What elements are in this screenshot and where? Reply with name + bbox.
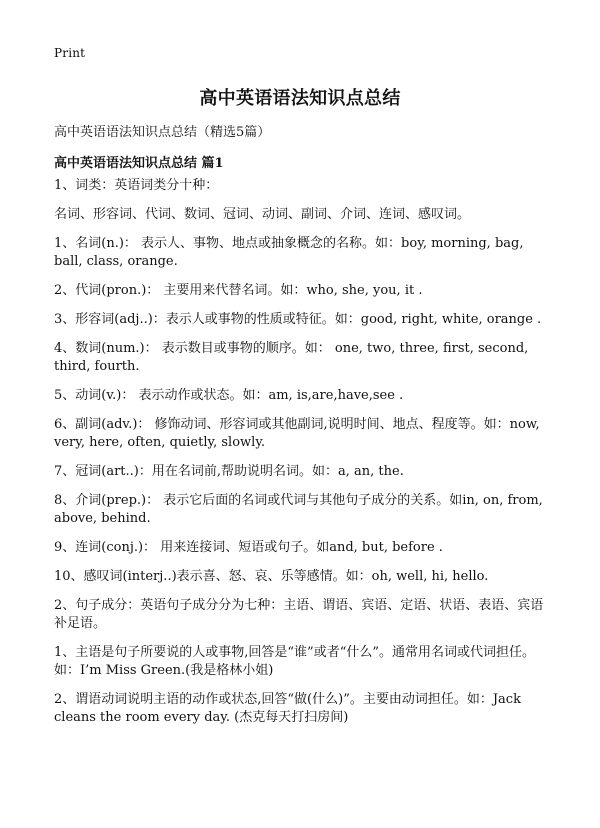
paragraph-14: 1、主语是句子所要说的人或事物,回答是“谁”或者“什么”。通常用名词或代词担任。如：I’m Miss Green.(我是格林小姐) [54, 645, 535, 678]
section-heading: 高中英语语法知识点总结 篇1 [54, 156, 224, 171]
paragraph-15: 2、谓语动词说明主语的动作或状态,回答“做(什么)”。主要由动词担任。如：Jack cleans the room every day. (杰克每天打扫房间) [54, 692, 521, 725]
paragraph-8: 6、副词(adv.)： 修饰动词、形容词或其他副词,说明时间、地点、程度等。如：now, very, here, often, quietly, slowly. [54, 417, 540, 450]
paragraph-6: 4、数词(num.)： 表示数目或事物的顺序。如： one, two, three, first, second, third, fourth. [54, 341, 529, 374]
document-subtitle: 高中英语语法知识点总结（精选5篇） [54, 125, 271, 140]
paragraph-10: 8、介词(prep.)： 表示它后面的名词或代词与其他句子成分的关系。如in, on, from, above, behind. [54, 493, 543, 526]
paragraph-1: 1、词类：英语词类分十种： [54, 178, 219, 193]
paragraph-13: 2、句子成分：英语句子成分分为七种：主语、谓语、宾语、定语、状语、表语、宾语补足语。 [54, 598, 544, 631]
document-body [54, 177, 546, 727]
print-label: Print [54, 46, 86, 60]
paragraph-7: 5、动词(v.)： 表示动作或状态。如：am, is,are,have,see . [54, 388, 404, 403]
paragraph-12: 10、感叹词(interj..)表示喜、怒、哀、乐等感情。如：oh, well, hi, hello. [54, 569, 489, 584]
paragraph-4: 2、代词(pron.)： 主要用来代替名词。如：who, she, you, it . [54, 283, 423, 298]
page-title: 高中英语语法知识点总结 [199, 88, 401, 109]
paragraph-11: 9、连词(conj.)： 用来连接词、短语或句子。如and, but, before . [54, 540, 443, 555]
paragraph-5: 3、形容词(adj..)：表示人或事物的性质或特征。如：good, right, white, orange . [54, 312, 542, 327]
paragraph-9: 7、冠词(art..)：用在名词前,帮助说明名词。如：a, an, the. [54, 464, 404, 479]
paragraph-2: 名词、形容词、代词、数词、冠词、动词、副词、介词、连词、感叹词。 [54, 207, 471, 222]
paragraph-3: 1、名词(n.)： 表示人、事物、地点或抽象概念的名称。如：boy, morning, bag, ball, class, orange. [54, 236, 524, 269]
